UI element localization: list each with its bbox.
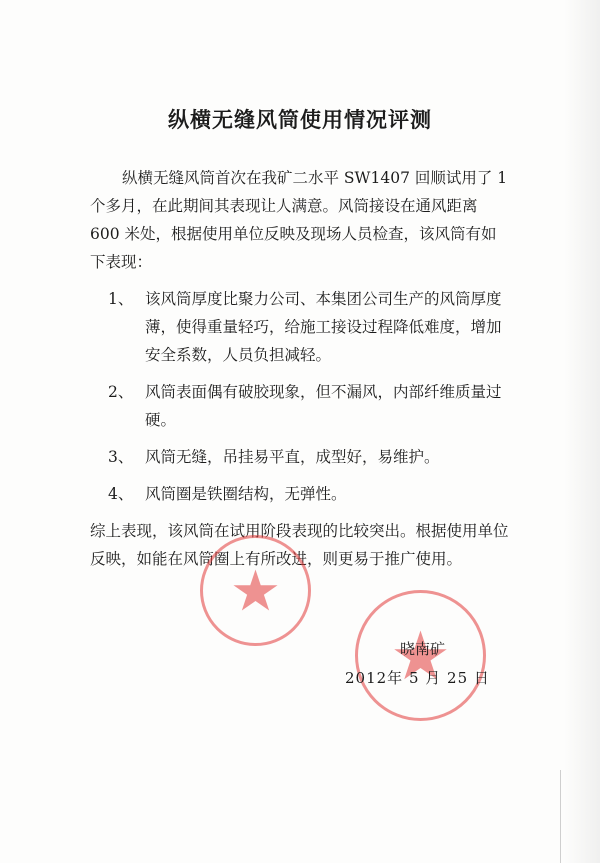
list-item-number: 4、 [108, 485, 134, 503]
document-body [90, 164, 510, 573]
star-icon [203, 538, 308, 643]
list-item-3 [90, 443, 510, 471]
list-item-2 [90, 378, 510, 434]
list-item-1 [90, 285, 510, 369]
summary-paragraph: 综上表现，该风筒在试用阶段表现的比较突出。根据使用单位反映，如能在风筒圈上有所改进，则更易于推广使用。 [90, 522, 509, 568]
list-item-number: 2、 [108, 383, 134, 401]
intro-paragraph: 纵横无缝风筒首次在我矿二水平 SW1407 回顺试用了 1 个多月，在此期间其表现让人满意。风筒接设在通风距离 600 米处，根据使用单位反映及现场人员检查，该风筒有如下表现： [90, 169, 508, 271]
list-item-text: 风筒无缝，吊挂易平直，成型好，易维护。 [145, 448, 440, 466]
signature-organization: 晓南矿 [400, 640, 446, 658]
page-edge-line [560, 770, 561, 863]
signature-date: 2012年 5 月 25 日 [345, 669, 490, 687]
list-item-number: 3、 [108, 448, 134, 466]
list-item-text: 该风筒厚度比聚力公司、本集团公司生产的风筒厚度薄，使得重量轻巧，给施工接设过程降低难度，增加安全系数，人员负担减轻。 [145, 290, 502, 364]
red-seal-stamp [200, 535, 311, 646]
list-item-text: 风筒圈是铁圈结构，无弹性。 [145, 485, 347, 503]
list-item-number: 1、 [108, 290, 134, 308]
list-item-4 [90, 480, 510, 508]
document-title: 纵横无缝风筒使用情况评测 [168, 107, 432, 132]
list-item-text: 风筒表面偶有破胶现象，但不漏风，内部纤维质量过硬。 [145, 383, 502, 429]
